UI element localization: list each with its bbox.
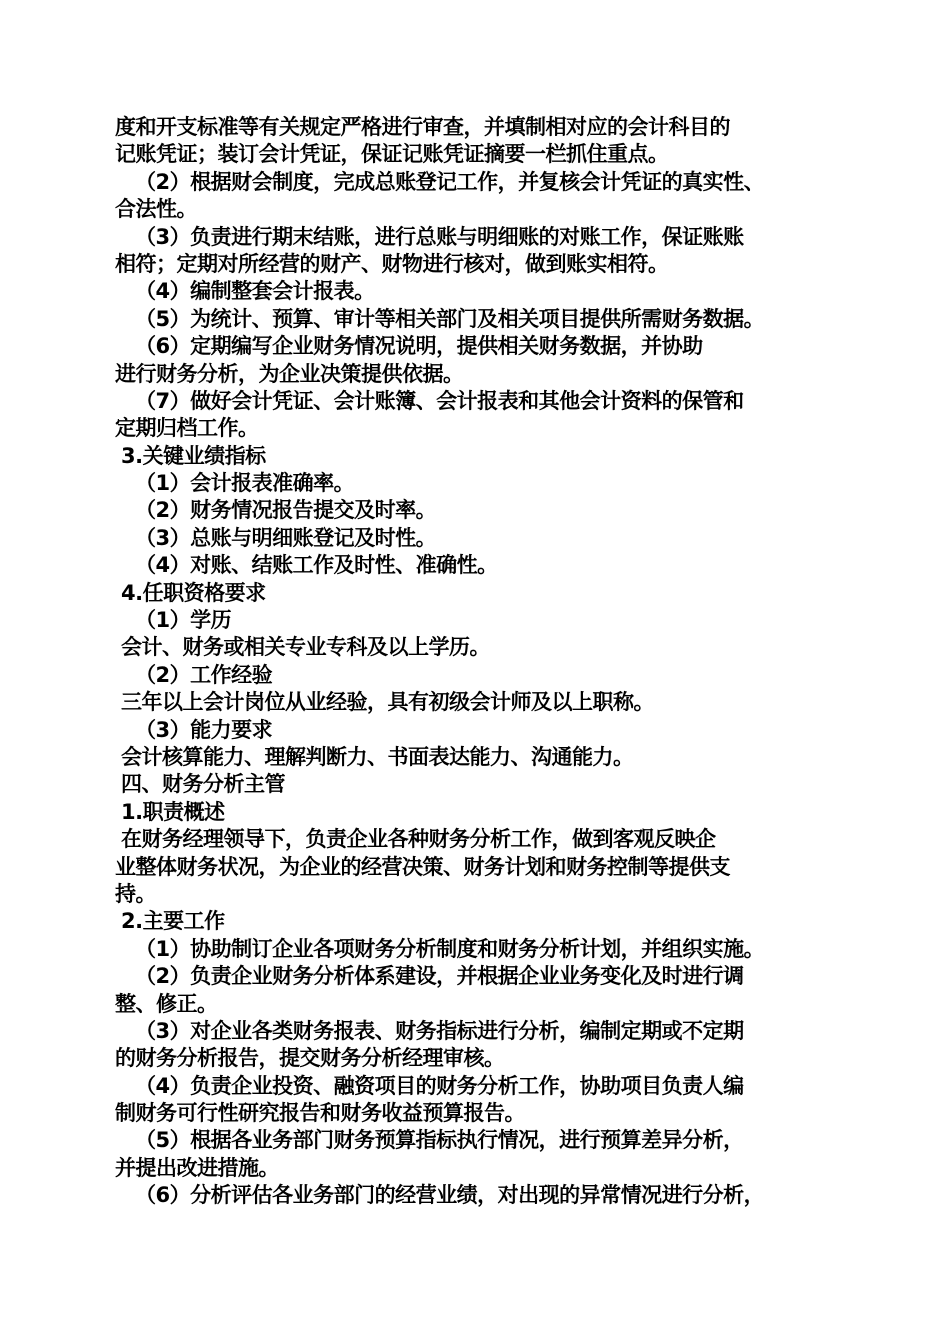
section-heading: 3.关键业绩指标 (121, 443, 266, 468)
text-line: （5）为统计、预算、审计等相关部门及相关项目提供所需财务数据。 (135, 306, 765, 331)
text-line: 定期归档工作。 (115, 416, 259, 441)
text-line: （1）协助制订企业各项财务分析制度和财务分析计划，并组织实施。 (135, 936, 765, 961)
text-line: （2）负责企业财务分析体系建设，并根据企业业务变化及时进行调 (135, 964, 744, 989)
text-line: 持。 (115, 881, 156, 906)
section-heading: 2.主要工作 (121, 909, 225, 934)
chapter-heading: 四、财务分析主管 (121, 772, 285, 797)
section-heading: 1.职责概述 (121, 799, 225, 824)
text-line: 制财务可行性研究报告和财务收益预算报告。 (115, 1101, 525, 1126)
text-line: 在财务经理领导下，负责企业各种财务分析工作，做到客观反映企 (121, 827, 716, 852)
text-line: （4）编制整套会计报表。 (135, 279, 375, 304)
text-line: （3）负责进行期末结账，进行总账与明细账的对账工作，保证账账 (135, 224, 744, 249)
text-line: （5）根据各业务部门财务预算指标执行情况，进行预算差异分析， (135, 1128, 744, 1153)
text-line: （4）负责企业投资、融资项目的财务分析工作，协助项目负责人编 (135, 1073, 744, 1098)
section-heading: 4.任职资格要求 (121, 580, 266, 605)
text-line: （4）对账、结账工作及时性、准确性。 (135, 553, 498, 578)
text-line: 合法性。 (115, 197, 197, 222)
subsection-heading: （3）能力要求 (135, 717, 273, 742)
text-line: 相符；定期对所经营的财产、财物进行核对，做到账实相符。 (115, 251, 669, 276)
text-line: 会计核算能力、理解判断力、书面表达能力、沟通能力。 (121, 744, 634, 769)
text-line: 业整体财务状况，为企业的经营决策、财务计划和财务控制等提供支 (115, 854, 730, 879)
text-line: 整、修正。 (115, 991, 218, 1016)
text-line: 度和开支标准等有关规定严格进行审查，并填制相对应的会计科目的 (115, 115, 730, 139)
text-line: （7）做好会计凭证、会计账簿、会计报表和其他会计资料的保管和 (135, 388, 744, 413)
document-body (115, 114, 845, 1210)
text-line: （3）总账与明细账登记及时性。 (135, 525, 437, 550)
text-line: （6）分析评估各业务部门的经营业绩，对出现的异常情况进行分析， (135, 1183, 765, 1208)
text-line: 的财务分析报告，提交财务分析经理审核。 (115, 1046, 505, 1071)
text-line: （3）对企业各类财务报表、财务指标进行分析，编制定期或不定期 (135, 1018, 744, 1043)
text-line: （2）财务情况报告提交及时率。 (135, 498, 437, 523)
text-line: 三年以上会计岗位从业经验，具有初级会计师及以上职称。 (121, 690, 654, 715)
subsection-heading: （2）工作经验 (135, 662, 273, 687)
text-line: 进行财务分析，为企业决策提供依据。 (115, 361, 464, 386)
text-line: 记账凭证；装订会计凭证，保证记账凭证摘要一栏抓住重点。 (115, 142, 669, 167)
subsection-heading: （1）学历 (135, 608, 232, 633)
text-line: 并提出改进措施。 (115, 1155, 279, 1180)
text-line: （1）会计报表准确率。 (135, 471, 355, 496)
text-line: （6）定期编写企业财务情况说明，提供相关财务数据，并协助 (135, 334, 703, 359)
text-line: （2）根据财会制度，完成总账登记工作，并复核会计凭证的真实性、 (135, 169, 765, 194)
text-line: 会计、财务或相关专业专科及以上学历。 (121, 635, 490, 660)
